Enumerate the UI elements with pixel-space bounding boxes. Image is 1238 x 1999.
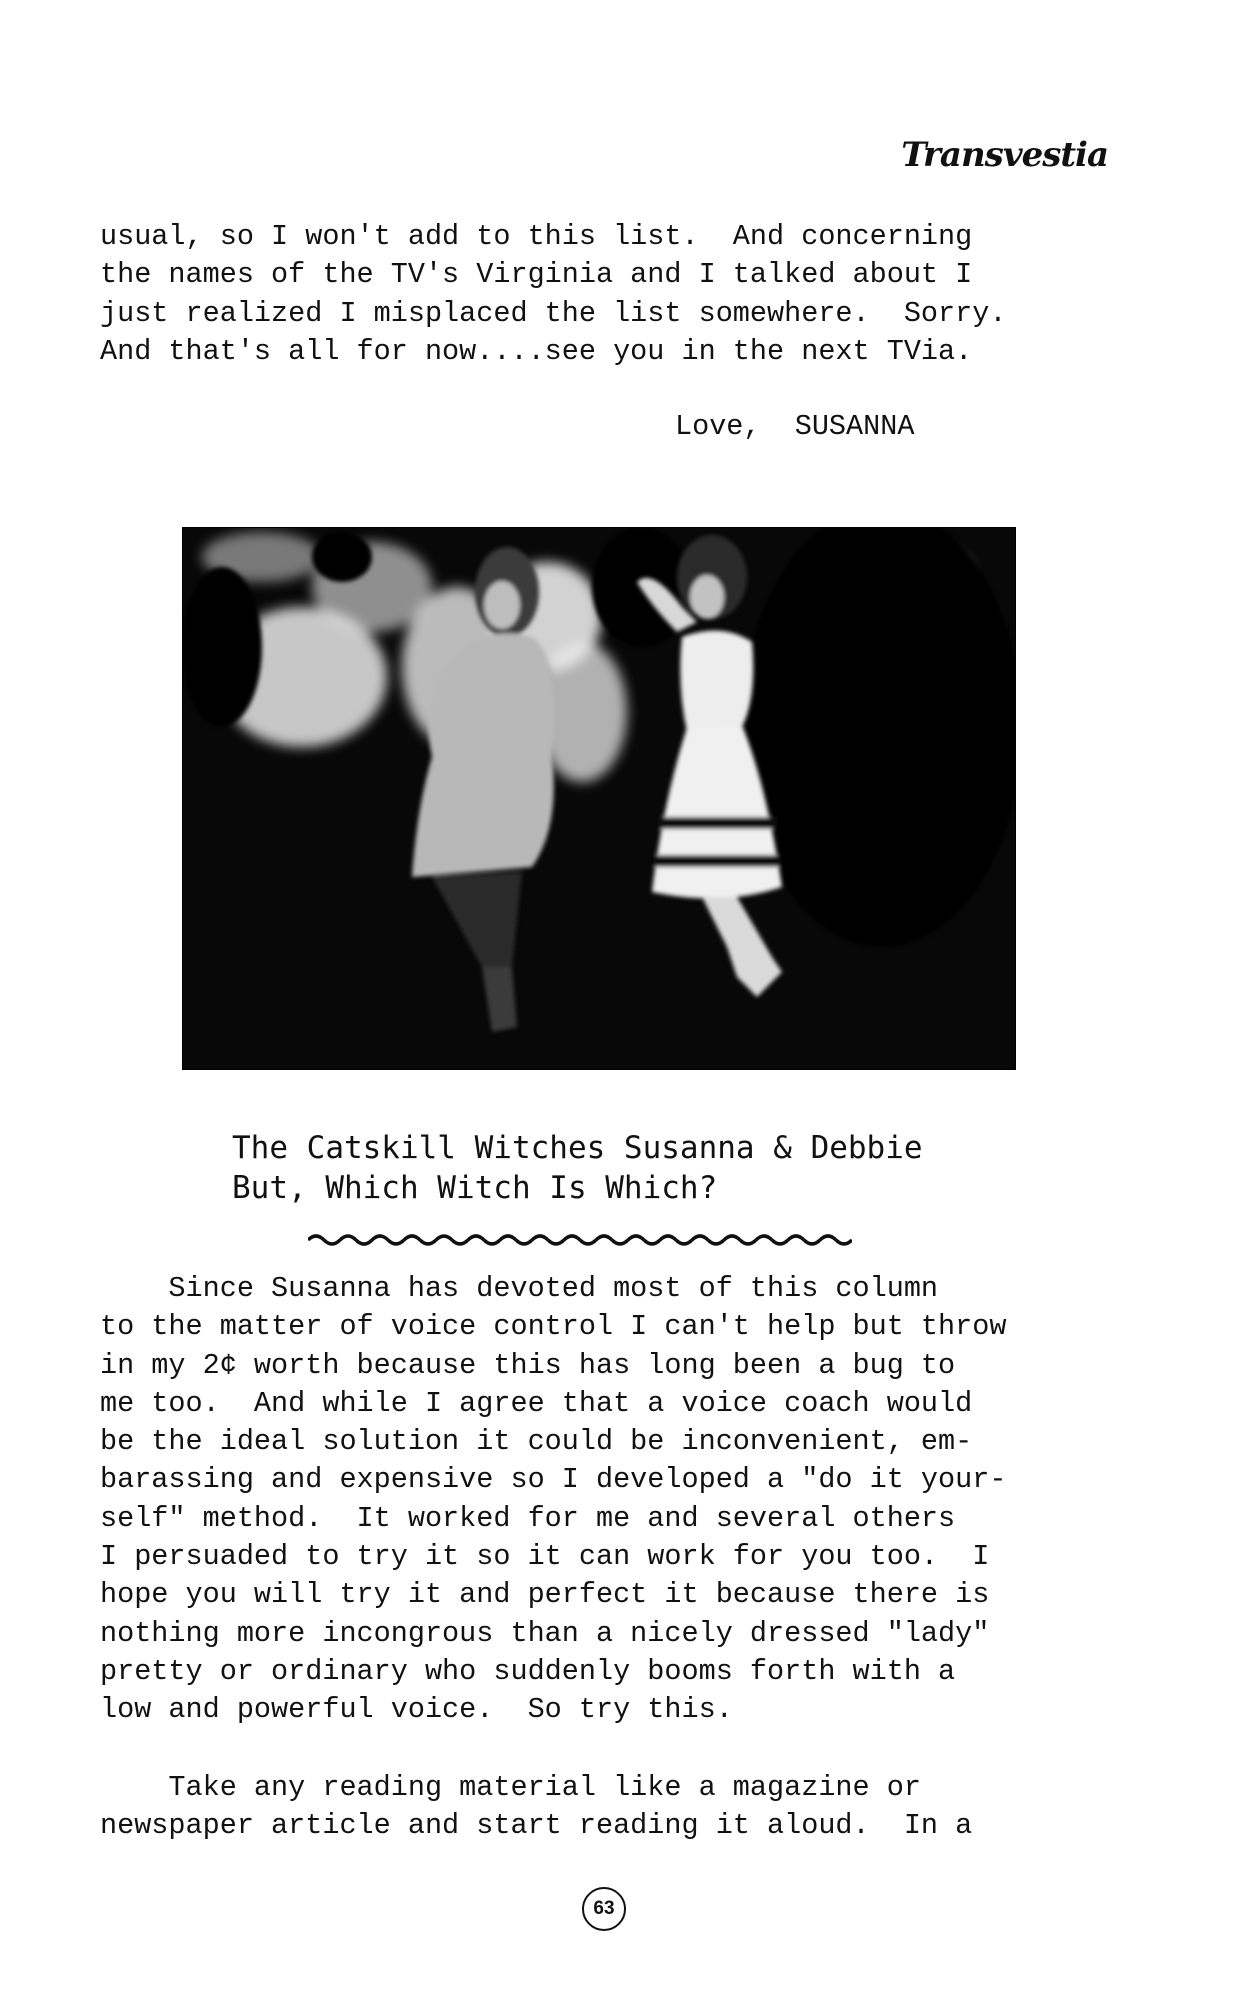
- paragraph-voice-control: Since Susanna has devoted most of this column to the matter of voice control I can't help but throw in my 2¢ worth because this has long been a bug to me too. And while I agree that a voice coach would be the ideal solution it could be inconvenient, em- barassing and expensive so I developed a "do it your- self" method. It worked for me and several others I persuaded to try it so it can work for you too. I hope you will try it and perfect it because there is nothing more incongrous than a nicely dressed "lady" pretty or ordinary who suddenly booms forth with a low and powerful voice. So try this.: [100, 1272, 1007, 1727]
- photo-two-women: [182, 527, 1016, 1070]
- paragraph-intro: usual, so I won't add to this list. And concerning the names of the TV's Virginia and I talked about I just realized I misplaced the list somewhere. Sorry. And that's all for now....see you in the next TVia.: [100, 220, 1007, 368]
- caption-line-2: But, Which Witch Is Which?: [232, 1170, 718, 1206]
- caption-line-1: The Catskill Witches Susanna & Debbie: [232, 1130, 923, 1166]
- photo-caption: [232, 1128, 923, 1208]
- signoff: Love, SUSANNA: [675, 410, 915, 443]
- magazine-logo: Transvestia: [901, 135, 1108, 175]
- wavy-divider: [308, 1228, 852, 1248]
- photo-illustration: [182, 527, 1016, 1070]
- paragraph-reading-aloud: Take any reading material like a magazine or newspaper article and start reading it aloud. In a: [100, 1771, 973, 1843]
- page-number: 63: [582, 1887, 626, 1931]
